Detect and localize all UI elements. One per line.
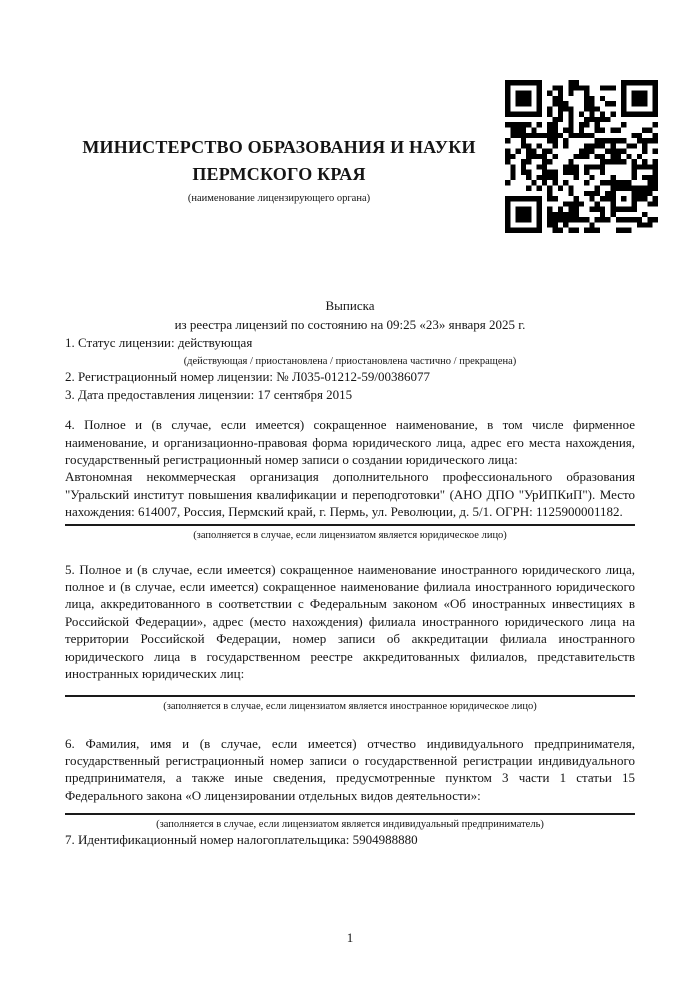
field-license-grant-date: 3. Дата предоставления лицензии: 17 сентября 2015	[65, 386, 353, 402]
field-license-status: 1. Статус лицензии: действующая	[65, 335, 253, 350]
document-title-line1: Выписка	[325, 298, 375, 313]
entrepreneur-note: (заполняется в случае, если лицензиатом является индивидуальный предприниматель)	[156, 819, 544, 831]
page-number: 1	[346, 929, 354, 945]
document-title	[65, 296, 635, 334]
ministry-name-line1: МИНИСТЕРСТВО ОБРАЗОВАНИЯ И НАУКИ	[82, 137, 476, 157]
fill-line-entrepreneur	[65, 813, 635, 815]
field-registration-number: 2. Регистрационный номер лицензии: № Л035-01212-59/00386077	[65, 369, 431, 385]
document-header	[65, 0, 635, 233]
fill-line-legal-entity	[65, 524, 635, 526]
ministry-caption: (наименование лицензирующего органа)	[187, 193, 371, 204]
legal-entity-note: (заполняется в случае, если лицензиатом является юридическое лицо)	[193, 529, 507, 541]
field-legal-entity-question: 4. Полное и (в случае, если имеется) сокращенное наименование, в том числе фирменное наименование, и организационно-правовая форма юридического лица, адрес его места нахождения, государственный регистрационный номер записи о создании юридического лица:	[65, 417, 635, 468]
field-taxpayer-id: 7. Идентификационный номер налогоплательщика: 5904988880	[65, 832, 418, 848]
qr-code-icon	[505, 80, 658, 233]
license-status-options-note: (действующая / приостановлена / приостановлена частично / прекращена)	[183, 356, 517, 368]
ministry-name-line2: ПЕРМСКОГО КРАЯ	[192, 164, 366, 184]
licensing-authority-block	[65, 80, 493, 205]
field-entrepreneur-question: 6. Фамилия, имя и (в случае, если имеется) отчество индивидуального предпринимателя, государственный регистрационный номер записи о государственной регистрации индивидуального предпринимателя, а также иные сведения, предусмотренные пунктом 3 части 1 статьи 15 Федерального закона «О лицензировании отдельных видов деятельности»:	[65, 735, 635, 803]
field-legal-entity-answer: Автономная некоммерческая организация дополнительного профессионального образования "Уральский институт повышения квалификации и переподготовки" (АНО ДПО "УрИПКиП"). Место нахождения: 614007, Россия, Пермский край, г. Пермь, ул. Революции, д. 5/1. ОГРН: 1125900001182.	[65, 469, 635, 520]
document-title-line2: из реестра лицензий по состоянию на 09:25 «23» января 2025 г.	[174, 317, 526, 332]
field-foreign-entity-question: 5. Полное и (в случае, если имеется) сокращенное наименование иностранного юридического лица, полное и (в случае, если имеется) сокращенное наименование филиала иностранного юридического лица, аккредитованного в соответствии с Федеральным законом «Об иностранных инвестициях в Российской Федерации», адрес (место нахождения) филиала иностранного юридического лица на территории Российской Федерации, номер записи об аккредитации филиала иностранного юридического лица в государственном реестре аккредитованных филиалов, представительств иностранных юридических лиц:	[65, 561, 635, 682]
foreign-entity-note: (заполняется в случае, если лицензиатом является иностранное юридическое лицо)	[163, 700, 537, 712]
fill-line-foreign-entity	[65, 695, 635, 697]
